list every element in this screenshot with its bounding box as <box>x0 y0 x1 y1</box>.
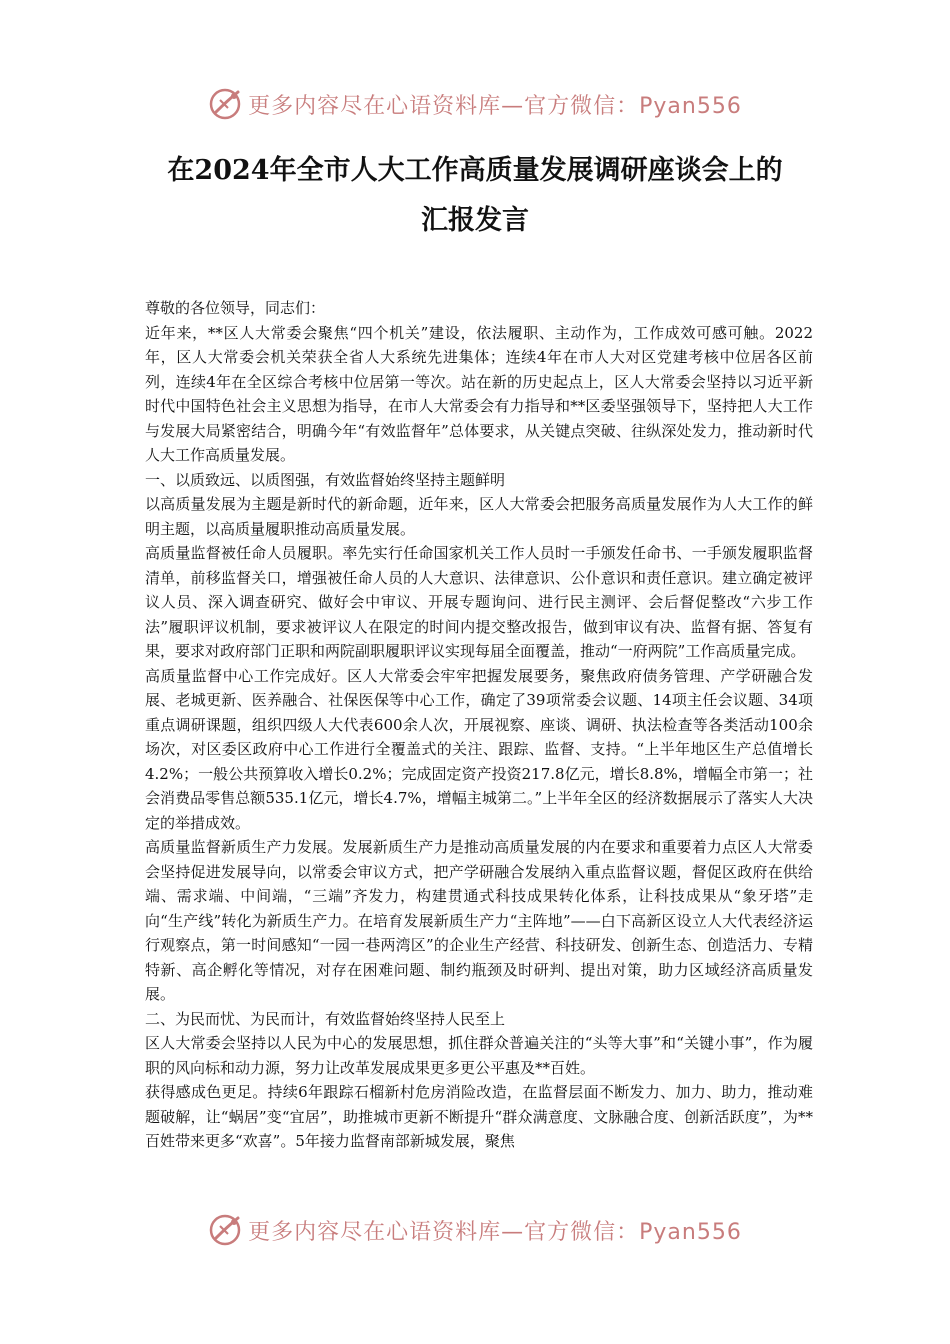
document-title <box>60 146 890 246</box>
watermark-text: 更多内容尽在心语资料库—官方微信：Pyan556 <box>248 1219 742 1245</box>
intro-paragraph: 近年来，**区人大常委会聚焦“四个机关”建设，依法履职、主动作为，工作成效可感可触。2022年，区人大常委会机关荣获全省人大系统先进集体；连续4年在市人大对区党建考核中位居各区前列，连续4年在全区综合考核中位居第一等次。站在新的历史起点上，区人大常委会坚持以习近平新时代中国特色社会主义思想为指导，在市人大常委会有力指导和**区委坚强领导下，坚持把人大工作与发展大局紧密结合，明确今年“有效监督年”总体要求，从关键点突破、往纵深处发力，推动新时代人大工作高质量发展。 <box>145 323 813 464</box>
title-line-1: 在2024年全市人大工作高质量发展调研座谈会上的 <box>167 155 783 186</box>
body-paragraph: 高质量监督中心工作完成好。区人大常委会牢牢把握发展要务，聚焦政府债务管理、产学研融合发展、老城更新、医养融合、社保医保等中心工作，确定了39项常委会议题、14项主任会议题、34项重点调研课题，组织四级人大代表600余人次，开展视察、座谈、调研、执法检查等各类活动100余场次，对区委区政府中心工作进行全覆盖式的关注、跟踪、监督、支持。“上半年地区生产总值增长4.2%；一般公共预算收入增长0.2%；完成固定资产投资217.8亿元，增长8.8%，增幅全市第一；社会消费品零售总额535.1亿元，增长4.7%，增幅主城第二。”上半年全区的经济数据展示了落实人大决定的举措成效。 <box>145 666 813 832</box>
watermark-text: 更多内容尽在心语资料库—官方微信：Pyan556 <box>248 93 742 119</box>
body-paragraph: 获得感成色更足。持续6年跟踪石榴新村危房消险改造，在监督层面不断发力、加力、助力，推动难题破解，让“蜗居”变“宜居”，助推城市更新不断提升“群众满意度、文脉融合度、创新活跃度”，为**百姓带来更多“欢喜”。5年接力监督南部新城发展，聚焦 <box>145 1083 813 1150</box>
brand-logo-icon <box>208 86 244 122</box>
brand-logo-icon <box>208 1212 244 1248</box>
document-body <box>145 296 813 1154</box>
body-paragraph: 以高质量发展为主题是新时代的新命题，近年来，区人大常委会把服务高质量发展作为人大工作的鲜明主题，以高质量履职推动高质量发展。 <box>145 495 813 538</box>
body-paragraph: 高质量监督被任命人员履职。率先实行任命国家机关工作人员时一手颁发任命书、一手颁发履职监督清单，前移监督关口，增强被任命人员的人大意识、法律意识、公仆意识和责任意识。建立确定被评议人员、深入调查研究、做好会中审议、开展专题询问、进行民主测评、会后督促整改“六步工作法”履职评议机制，要求被评议人在限定的时间内提交整改报告，做到审议有决、监督有据、答复有果，要求对政府部门正职和两院副职履职评议实现每届全面覆盖，推动“一府两院”工作高质量完成。 <box>145 544 813 660</box>
title-line-2: 汇报发言 <box>421 205 529 236</box>
section-heading-2: 二、为民而忧、为民而计，有效监督始终坚持人民至上 <box>145 1009 506 1028</box>
body-paragraph: 高质量监督新质生产力发展。发展新质生产力是推动高质量发展的内在要求和重要着力点区人大常委会坚持促进发展导向，以常委会审议方式，把产学研融合发展纳入重点监督议题，督促区政府在供给端、需求端、中间端，“三端”齐发力，构建贯通式科技成果转化体系，让科技成果从“象牙塔”走向“生产线”转化为新质生产力。在培育发展新质生产力“主阵地”——白下高新区设立人大代表经济运行观察点，第一时间感知“一园一巷两湾区”的企业生产经营、科技研发、创新生态、创造活力、专精特新、高企孵化等情况，对存在困难问题、制约瓶颈及时研判、提出对策，助力区域经济高质量发展。 <box>145 838 813 1003</box>
section-heading-1: 一、以质致远、以质图强，有效监督始终坚持主题鲜明 <box>145 470 506 489</box>
salutation: 尊敬的各位领导，同志们： <box>145 299 326 317</box>
watermark-banner-bottom <box>0 1210 950 1250</box>
watermark-banner-top <box>0 84 950 124</box>
body-paragraph: 区人大常委会坚持以人民为中心的发展思想，抓住群众普遍关注的“头等大事”和“关键小事”，作为履职的风向标和动力源，努力让改革发展成果更多更公平惠及**百姓。 <box>145 1034 813 1077</box>
